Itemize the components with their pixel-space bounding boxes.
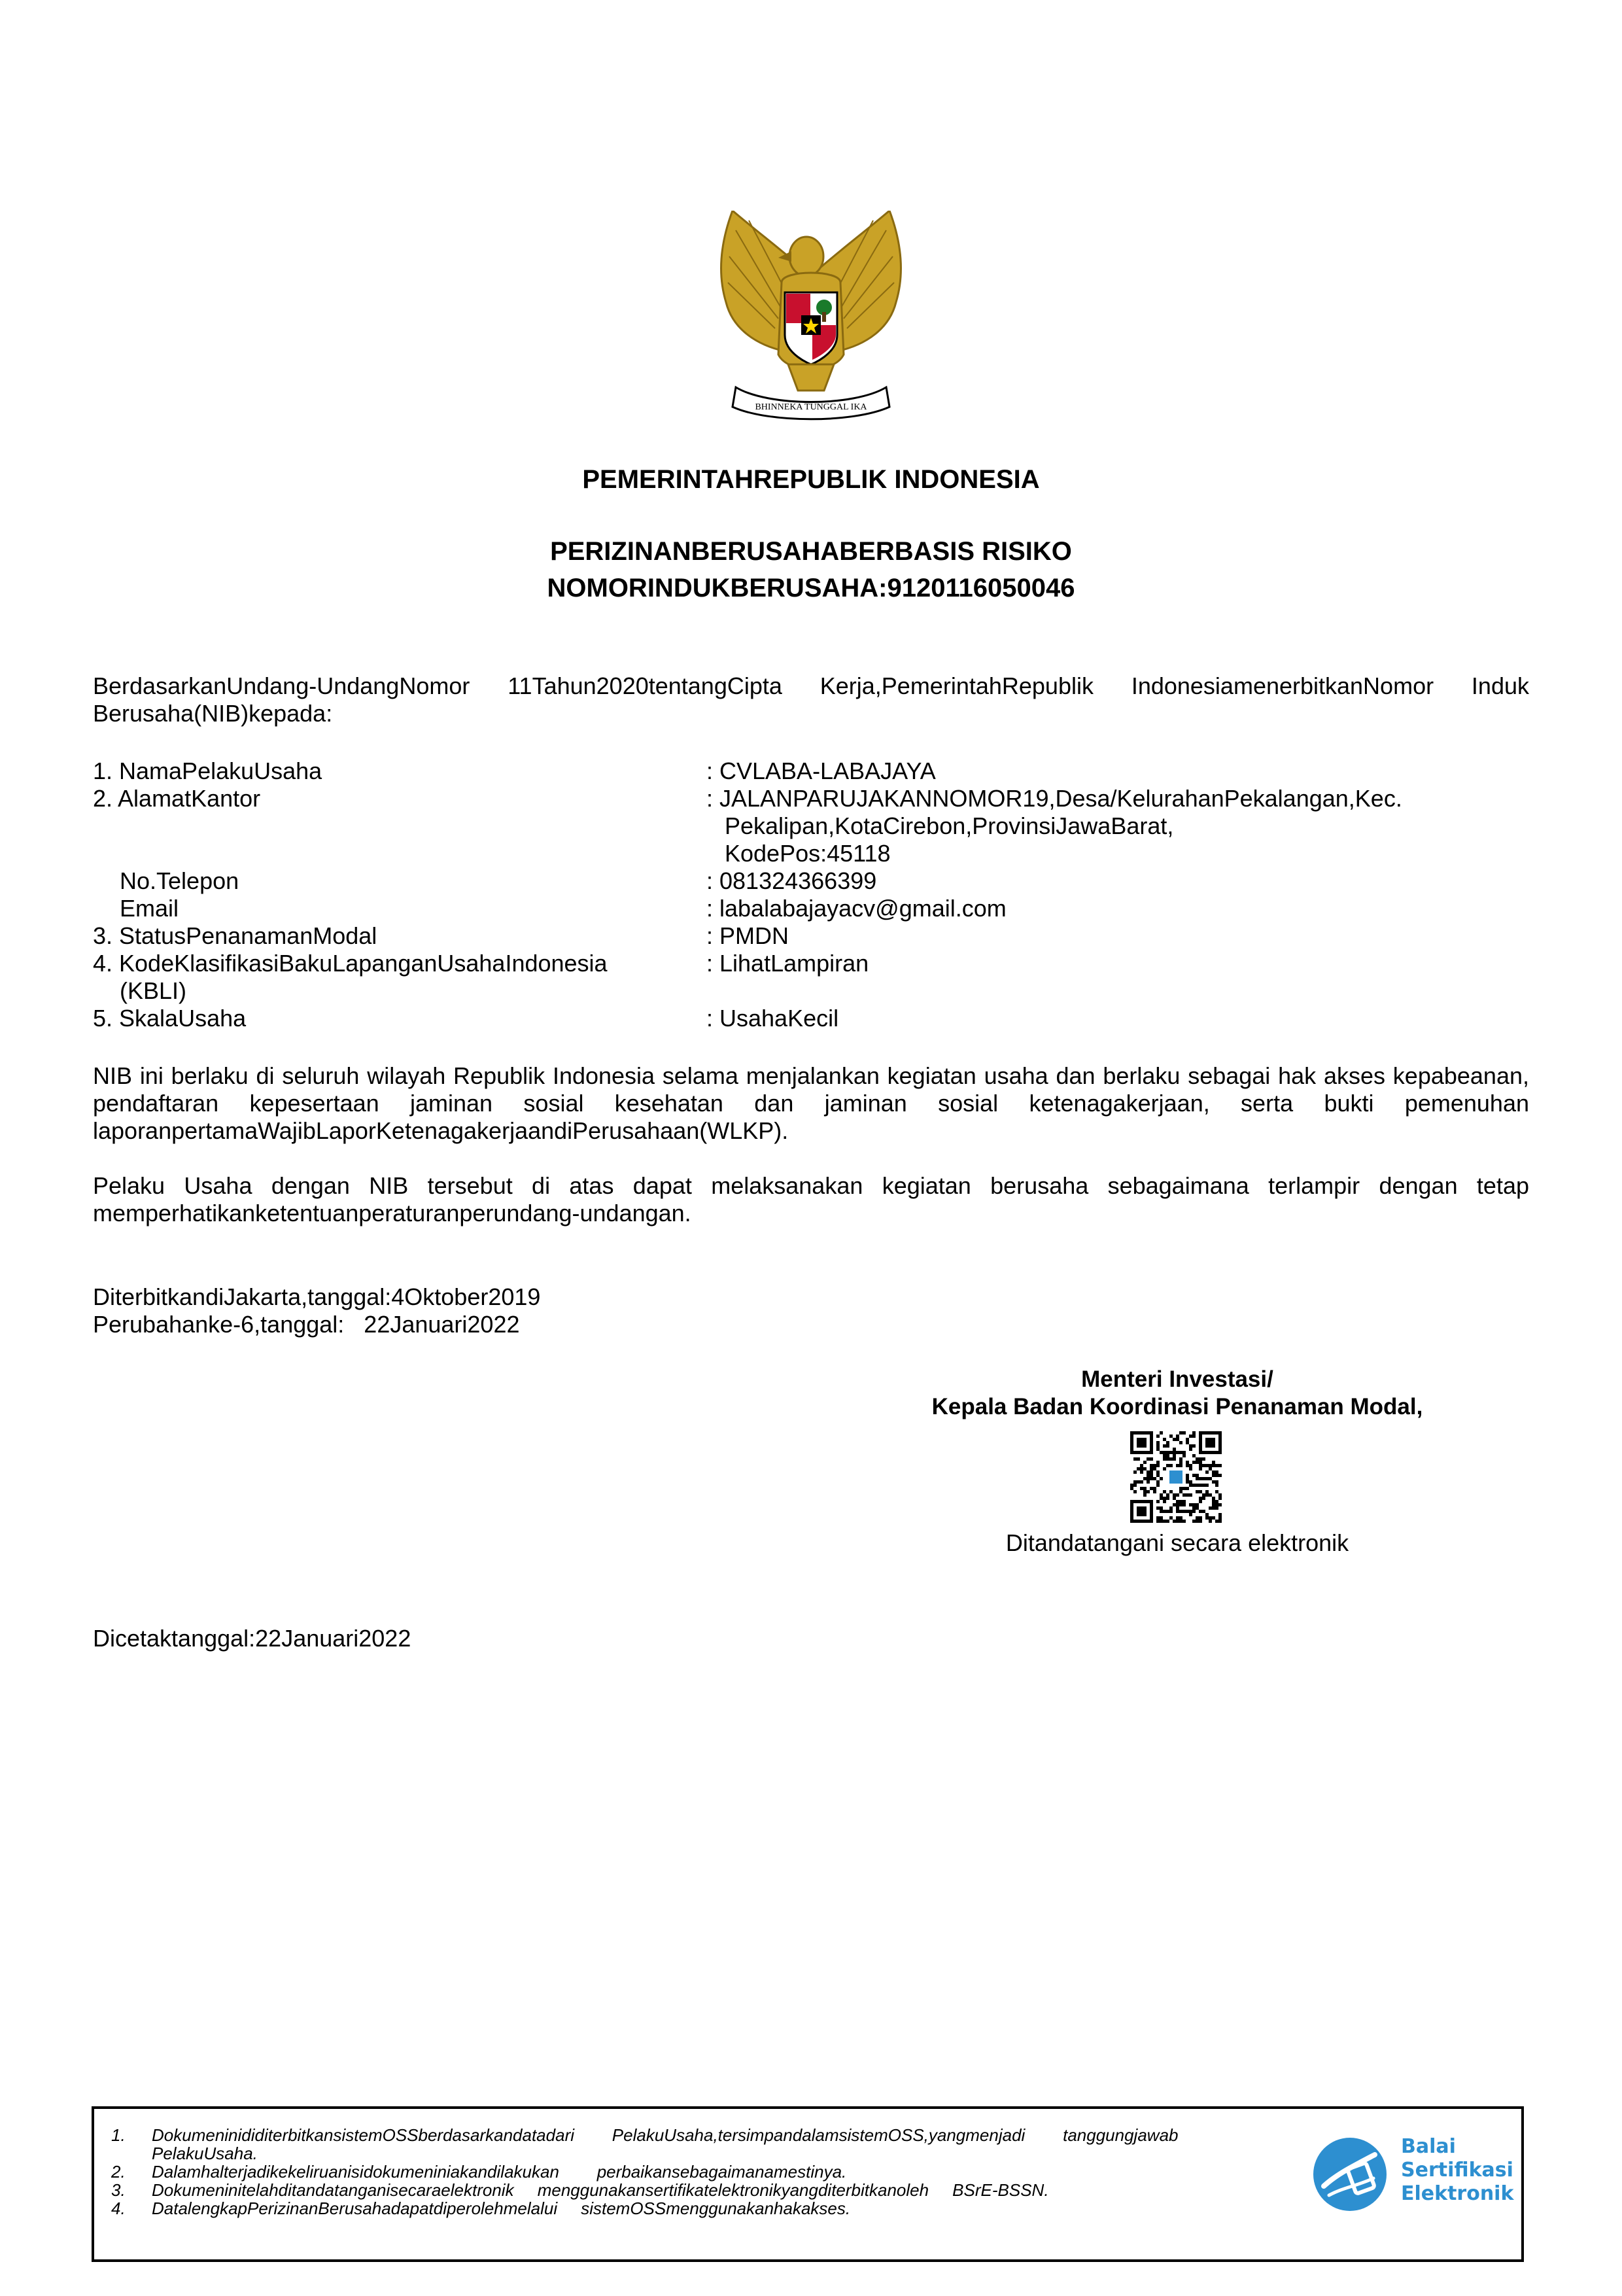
- footer-notes-box: [92, 2106, 1524, 2262]
- note-number: 4.: [111, 2199, 126, 2218]
- email-value: : labalabajayacv@gmail.com: [706, 895, 1007, 922]
- email-label: Email: [120, 895, 179, 922]
- footer-note-2: [111, 2163, 846, 2181]
- office-address-value-line2: Pekalipan,KotaCirebon,ProvinsiJawaBarat,: [725, 812, 1174, 839]
- printed-date: Dicetaktanggal:22Januari2022: [93, 1625, 411, 1652]
- bsre-logo-icon: [1311, 2135, 1389, 2214]
- investment-status-label: 3. StatusPenanamanModal: [93, 922, 377, 949]
- office-address-value-line3: KodePos:45118: [725, 840, 891, 867]
- kbli-label-abbrev: (KBLI): [120, 977, 187, 1004]
- note-text: DokumeninididiterbitkansistemOSSberdasarkandatadari PelakuUsaha,tersimpandalamsistemOSS,yangmenjadi tanggungjawab: [152, 2125, 1179, 2145]
- footer-note-3: [111, 2181, 1049, 2199]
- kbli-label: 4. KodeKlasifikasiBakuLapanganUsahaIndonesia: [93, 950, 608, 977]
- intro-paragraph: BerdasarkanUndang-UndangNomor 11Tahun2020tentangCipta Kerja,PemerintahRepublik IndonesiamenerbitkanNomor Induk Berusaha(NIB)kepada:: [93, 672, 1529, 727]
- activity-paragraph: Pelaku Usaha dengan NIB tersebut di atas dapat melaksanakan kegiatan berusaha sebagaimana terlampir dengan tetap memperhatikanketentuanperaturanperundang-undangan.: [93, 1172, 1529, 1226]
- signatory-title-2: Kepala Badan Koordinasi Penanaman Modal,: [931, 1394, 1423, 1419]
- phone-label: No.Telepon: [120, 867, 239, 894]
- electronic-signature-note: Ditandatangani secara elektronik: [1005, 1529, 1349, 1556]
- issue-date: DiterbitkandiJakarta,tanggal:4Oktober2019: [93, 1283, 541, 1310]
- business-scale-label: 5. SkalaUsaha: [93, 1005, 247, 1032]
- office-address-label: 2. AlamatKantor: [93, 785, 261, 812]
- footer-note-4: [111, 2199, 850, 2218]
- office-address-value-line1: : JALANPARUJAKANNOMOR19,Desa/KelurahanPekalangan,Kec.: [706, 785, 1402, 812]
- note-number: 2.: [111, 2162, 126, 2182]
- note-number: 3.: [111, 2180, 126, 2200]
- note-text-continued: PelakuUsaha.: [152, 2144, 258, 2163]
- business-name-value: : CVLABA-LABAJAYA: [706, 757, 936, 784]
- footer-note-1: [111, 2126, 1178, 2163]
- bsre-wordmark: [1401, 2135, 1513, 2206]
- business-name-label: 1. NamaPelakuUsaha: [93, 757, 322, 784]
- validity-paragraph: NIB ini berlaku di seluruh wilayah Republik Indonesia selama menjalankan kegiatan usaha dan berlaku sebagai hak akses kepabeanan, pendaftaran kepesertaan jaminan sosial kesehatan dan jaminan sosial ketenagakerjaan, serta bukti pemenuhan laporanpertamaWajibLaporKetenagakerjaandiPerusahaan(WLKP).: [93, 1062, 1529, 1144]
- bsre-line-2: Sertifikasi: [1401, 2159, 1513, 2182]
- phone-value: : 081324366399: [706, 867, 877, 894]
- note-text: Dalamhalterjadikekeliruanisidokumeniniakandilakukan perbaikansebagaimanamestinya.: [152, 2162, 847, 2182]
- qr-code-icon: [1130, 1431, 1222, 1523]
- note-text: DatalengkapPerizinanBerusahadapatdiperolehmelalui sistemOSSmenggunakanhakakses.: [152, 2199, 851, 2218]
- government-heading: PEMERINTAHREPUBLIK INDONESIA: [582, 465, 1040, 494]
- signatory-title-1: Menteri Investasi/: [1081, 1366, 1273, 1392]
- change-date: Perubahanke-6,tanggal: 22Januari2022: [93, 1311, 520, 1338]
- document-title: PERIZINANBERUSAHABERBASIS RISIKO: [550, 537, 1072, 566]
- note-number: 1.: [111, 2125, 126, 2145]
- business-scale-value: : UsahaKecil: [706, 1005, 839, 1032]
- nib-number: NOMORINDUKBERUSAHA:9120116050046: [547, 574, 1075, 602]
- investment-status-value: : PMDN: [706, 922, 789, 949]
- kbli-value: : LihatLampiran: [706, 950, 869, 977]
- bsre-line-1: Balai: [1401, 2135, 1456, 2158]
- bsre-line-3: Elektronik: [1401, 2182, 1514, 2205]
- garuda-emblem-icon: [710, 211, 912, 426]
- emblem-motto: BHINNEKA TUNGGAL IKA: [755, 402, 867, 412]
- note-text: Dokumeninitelahditandatanganisecaraelektronik menggunakansertifikatelektronikyangditerbitkanoleh BSrE-BSSN.: [152, 2180, 1049, 2200]
